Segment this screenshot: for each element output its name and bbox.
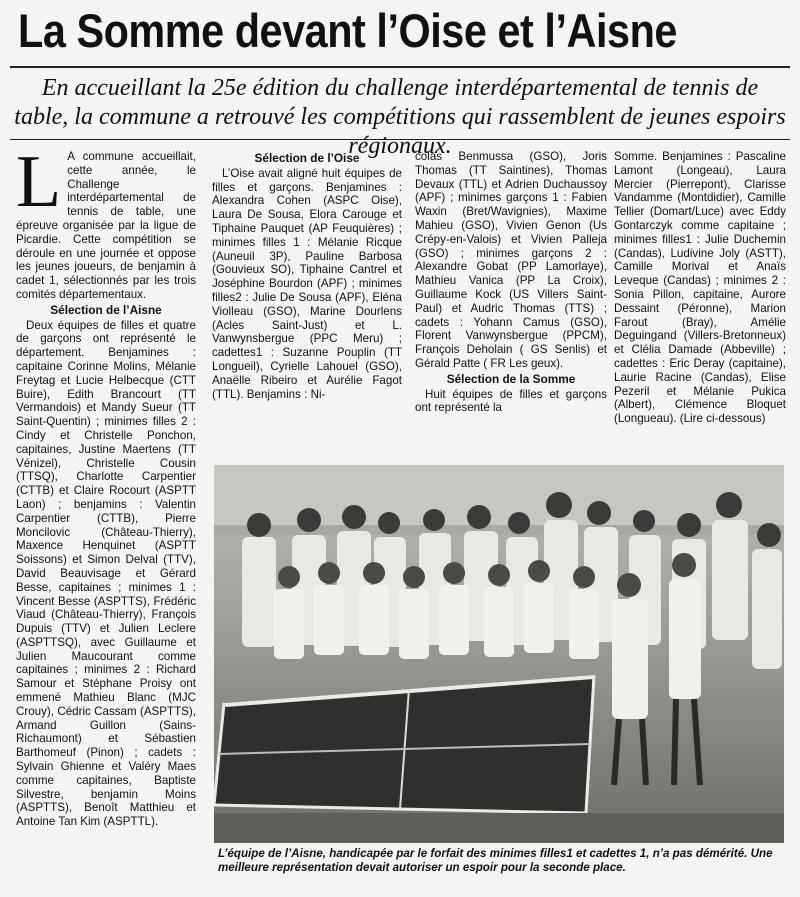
- somme-continued-paragraph: Somme. Benjamines : Pascaline Lamont (Longeau), Laura Mercier (Pierrepont), Clarisse Vandamme (Montdidier), Camille Tellier (Domart/Luce) avec Eddy Gontarczyk comme capitaine ; minimes filles1 : Julie Duchemin (Candas), Ludivine Joly (ASTT), Camille Morival et Anaïs Leveque (Candas) ; minimes 2 : Sonia Pillon, capitaine, Aurore Dessaint (Péronne), Marion Farout (Bray), Amélie Deguingand (Villers-Bretonneux) et Clélia Damade (Abbeville) ; cadettes : Eric Deray (capitaine), Laurie Racine (Candas), Elise Pezeril et Mélanie Pukica (Albert), Clémence Bloquet (Longueau). (Lire ci-dessous): [614, 150, 786, 426]
- article-lede: En accueillant la 25e édition du challenge interdépartemental de tennis de table, la commune a retrouvé les compétitions qui rassemblent de jeunes espoirs régionaux.: [14, 75, 786, 159]
- somme-paragraph: Huit équipes de filles et garçons ont représenté la: [415, 387, 607, 415]
- section-heading-somme: Sélection de la Somme: [446, 371, 576, 386]
- photo-caption: L’équipe de l’Aisne, handicapée par le forfait des minimes filles1 et cadettes 1, n’a pas démérité. Une meilleure représentation devait autoriser un espoir pour la seconde place.: [218, 847, 773, 874]
- aisne-paragraph: Deux équipes de filles et quatre de garçons ont représenté le département. Benjamines : capitaine Corinne Molins, Mélanie Freytag et Lucie Helbecque (CTT Buire), Edith Brancourt (TT Vermandois) et Mandy Sueur (TT Saint-Quentin) ; minimes filles 2 : Cindy et Christelle Ponchon, capitaines, Justine Maertens (TT Vénizel), Christelle Cousin (TTSQ), Charlotte Carpentier (CTTB) et Claire Rocourt (ASPTT Laon) ; benjamins : Valentin Carpentier (CTTB), Pierre Moncilovic (Château-Thierry), Maxence Henquinet (ASPTT Soissons) et Simon Delval (TTV), David Beauvisage et Gérard Besse, capitaines ; minimes 1 : Vincent Besse (ASPTTS), Frédéric Viaud (Château-Thierry), François Dupuis (TTV) et Julien Leclere (ASPTTSQ), avec Guillaume et Julien Maucourant comme capitaines ; minimes 2 : Richard Samour et Stéphane Proisy ont emmené Mathieu Blanc (MJC Crouy), Cédric Cassam (ASPTTS), Armand Guillon (Sains-Richaumont) et Sébastien Barthomeuf (Pinon) ; cadets : Sylvain Ghienne et Valéry Maes comme capitaines, Baptiste Silvestre, benjamin Moins (ASPTTS), Benoît Matthieu et Antoine Tan Kim (ASPTTL).: [16, 318, 196, 829]
- oise-continued-paragraph: colas Benmussa (GSO), Joris Thomas (TT Saintines), Thomas Devaux (TTL) et Adrien Duchaussoy (APF) ; minimes garçons 1 : Fabien Waxin (Bret/Wavignies), Maxime Mahieu (GSO), Vivien Genon (Us Crépy-en-Valois) et Vivien Palleja (GSO) ; minimes garçons 2 : Alexandre Gobat (PP Lamorlaye), Mathieu Vanica (PP La Croix), Guillaume Kock (US Villers Saint-Paul) et Audric Thomas (TTS) ; cadets : Yohann Camus (GSO), Florent Vanwynsbergue (PPCM), François Deholain ( GS Senlis) et Gérald Patte ( FR Les geux).: [415, 150, 607, 370]
- drop-cap: L: [16, 141, 62, 223]
- article-column-4: [614, 150, 786, 468]
- headline-rule: [10, 66, 790, 68]
- section-heading-oise: Sélection de l’Oise: [254, 151, 360, 165]
- article-headline: La Somme devant l’Oise et l’Aisne: [18, 4, 677, 57]
- intro-paragraph: A commune accueillait, cette année, le Challenge interdépartemental de tennis de table, une épreuve organisée par la ligue de Picardie. Cette compétition se déroule en une journée et oppose les jeunes joueurs, de benjamin à cadet 1, sélectionnés par les trois comités départementaux.: [16, 150, 196, 301]
- team-photo: [214, 465, 784, 843]
- article-column-3: [415, 150, 607, 468]
- article-column-1: [16, 141, 196, 875]
- article-column-2: [212, 150, 402, 468]
- section-heading-aisne: Sélection de l’Aisne: [50, 302, 162, 317]
- lede-rule: [10, 139, 790, 140]
- team-photo-illustration: [214, 465, 784, 843]
- oise-paragraph: L’Oise avait aligné huit équipes de filles et garçons. Benjamines : Alexandra Cohen (ASPC Oise), Laura De Sousa, Elora Carouge et Tiphaine Pauquet (AP Feuquières) ; minimes filles 1 : Mélanie Ricque (Auneuil 3P), Pauline Barbosa (Gouvieux SO), Tiphaine Cantrel et Joséphine Bourdon (APF) ; minimes filles2 : Julie De Sousa (APF), Eléna Violleau (GSO), Marine Dourlens (Acles Saint-Just) et L. Vanwynsbergue (PPC Meru) ; cadettes1 : Suzanne Pouplin (TT Longueil), Cyrielle Lahouel (GSO), Anaëlle Ribeiro et Aurélie Fagot (TTL). Benjamins : Ni-: [212, 166, 402, 401]
